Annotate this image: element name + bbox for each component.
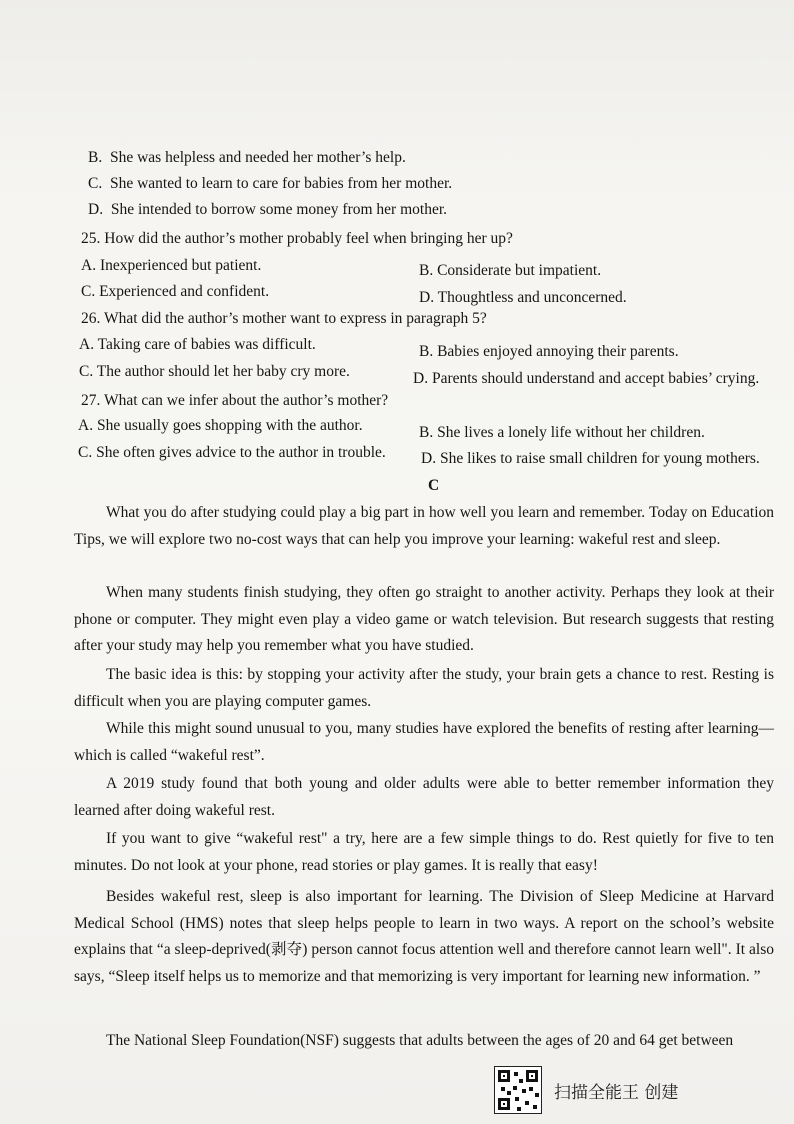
passage-paragraph-5: A 2019 study found that both young and older adults were able to better remember information they learned after doing wakeful rest. — [74, 775, 774, 819]
q27-option-b: B. She lives a lonely life without her children. — [419, 424, 705, 441]
passage-paragraph-4: While this might sound unusual to you, many studies have explored the benefits of resting after learning—which is called “wakeful rest”. — [74, 720, 774, 764]
passage-paragraph-3: The basic idea is this: by stopping your activity after the study, your brain gets a chance to rest. Resting is difficult when you are playing computer games. — [74, 666, 774, 710]
scanner-brand-text: 扫描全能王 创建 — [554, 1083, 679, 1103]
q25-stem: 25. How did the author’s mother probably feel when bringing her up? — [81, 230, 513, 247]
q26-stem: 26. What did the author’s mother want to express in paragraph 5? — [81, 310, 487, 327]
q26-option-d: D. Parents should understand and accept babies’ crying. — [413, 370, 760, 387]
section-heading: C — [428, 477, 440, 494]
scanner-watermark — [494, 1066, 734, 1116]
passage-paragraph-7: Besides wakeful rest, sleep is also important for learning. The Division of Sleep Medicine at Harvard Medical School (HMS) notes that sleep helps people to learn in two ways. A report on the school’s website explains that “a sleep-deprived(剥夺) person cannot focus attention well and therefore cannot learn well". It also says, “Sleep itself helps us to memorize and that memorizing is very important for learning new information. ” — [74, 888, 774, 985]
q24-option-c: C. She wanted to learn to care for babies from her mother. — [88, 175, 453, 192]
q25-option-c: C. Experienced and confident. — [81, 283, 270, 300]
q25-option-a: A. Inexperienced but patient. — [81, 257, 262, 274]
q26-option-b: B. Babies enjoyed annoying their parents. — [419, 343, 679, 360]
q27-option-d: D. She likes to raise small children for young mothers. — [421, 450, 760, 467]
q27-option-c: C. She often gives advice to the author in trouble. — [78, 444, 386, 461]
q24-option-b: B. She was helpless and needed her mother’s help. — [88, 149, 406, 166]
q25-option-b: B. Considerate but impatient. — [419, 262, 602, 279]
passage-paragraph-1: What you do after studying could play a big part in how well you learn and remember. Today on Education Tips, we will explore two no-cost ways that can help you improve your learning: wakeful rest and sleep. — [74, 504, 774, 548]
q26-option-a: A. Taking care of babies was difficult. — [79, 336, 316, 353]
q27-option-a: A. She usually goes shopping with the author. — [78, 417, 363, 434]
passage-paragraph-8: The National Sleep Foundation(NSF) suggests that adults between the ages of 20 and 64 get between — [106, 1032, 734, 1049]
qr-code-icon — [494, 1066, 542, 1114]
passage-paragraph-6: If you want to give “wakeful rest" a try, here are a few simple things to do. Rest quietly for five to ten minutes. Do not look at your phone, read stories or play games. It is really that easy! — [74, 830, 774, 874]
q24-option-d: D. She intended to borrow some money from her mother. — [88, 201, 448, 218]
passage-paragraph-2: When many students finish studying, they often go straight to another activity. Perhaps they look at their phone or computer. They might even play a video game or watch television. But research suggests that resting after your study may help you remember what you have studied. — [74, 584, 774, 654]
q27-stem: 27. What can we infer about the author’s mother? — [81, 392, 389, 409]
q25-option-d: D. Thoughtless and unconcerned. — [419, 289, 627, 306]
q26-option-c: C. The author should let her baby cry more. — [79, 363, 350, 380]
